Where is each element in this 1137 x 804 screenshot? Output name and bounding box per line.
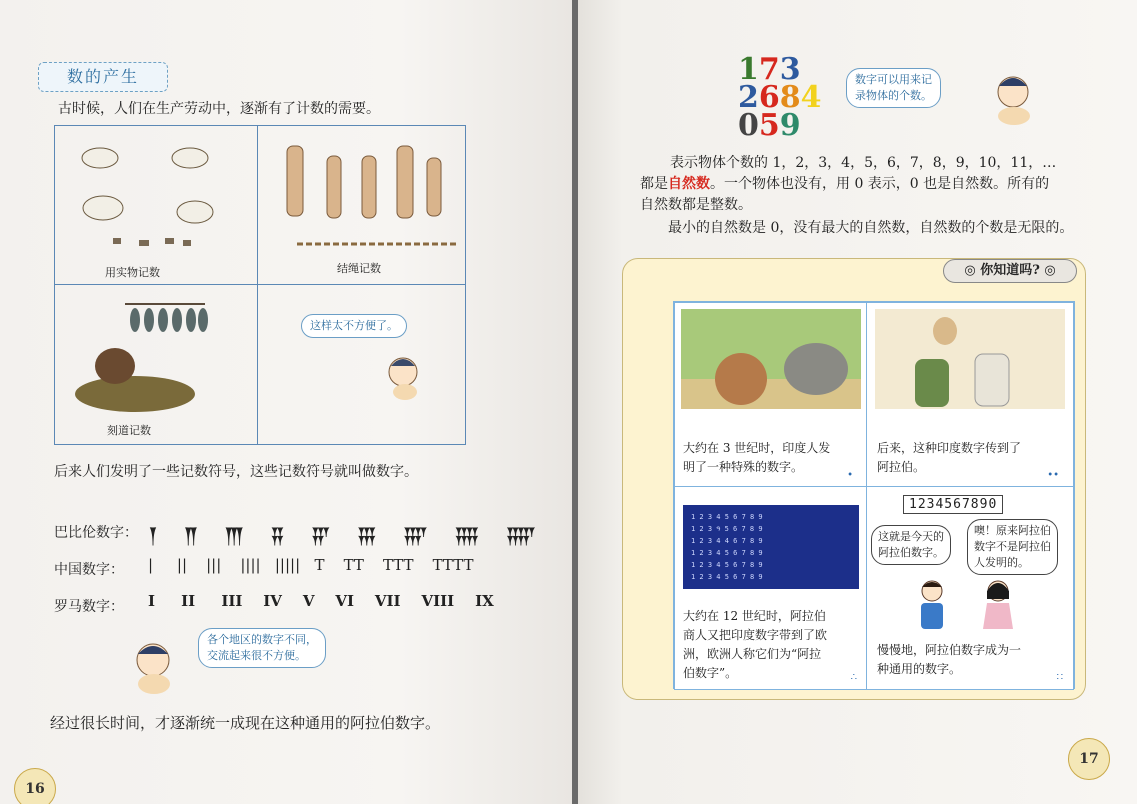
people-knots-illustration [257, 126, 463, 256]
cell-knots [257, 126, 465, 285]
invented-text: 后来人们发明了一些记数符号，这些记数符号就叫做数字。 [54, 464, 418, 480]
smallest-natural-text: 最小的自然数是 0，没有最大的自然数，自然数的个数是无限的。 [668, 220, 1074, 236]
cell-india [674, 302, 868, 488]
girl-student-icon [973, 577, 1023, 633]
page-number-right: 17 [1068, 738, 1110, 780]
right-page [578, 0, 1137, 804]
boy-student-icon [907, 577, 957, 633]
arabia-caption: 后来，这种印度数字传到了 阿拉伯。 [877, 441, 1022, 474]
angel-child-icon [118, 632, 188, 698]
conclusion-text: 经过很长时间，才逐渐统一成现在这种通用的阿拉伯数字。 [50, 714, 441, 732]
roman-symbols: I II III IV V VI VII VIII IX [148, 592, 494, 610]
natural-numbers-line2: 都是自然数。一个物体也没有，用 0 表示，0 也是自然数。所有的 [640, 176, 1050, 192]
svg-text:1 2 3 4 5 6 7 8 9: 1 2 3 4 5 6 7 8 9 [691, 561, 763, 569]
illustration-grid [54, 125, 466, 445]
cell-europe [674, 486, 868, 690]
bubble-count: 数字可以用来记 录物体的个数。 [846, 68, 941, 108]
dots-icon: •• [1047, 470, 1059, 481]
babylonian-label: 巴比伦数字： [54, 525, 138, 541]
angel-child-icon [978, 62, 1048, 128]
bubble-inconvenient: 这样太不方便了。 [301, 314, 407, 338]
svg-text:1 2 3 4 4 6 7 8 9: 1 2 3 4 4 6 7 8 9 [691, 537, 763, 545]
babylonian-symbols: 𒐕 𒐖 𒐗 𒐘 𒐙 𒐚 𒐛 𒐜 𒐝 [148, 527, 539, 548]
natural-numbers-line3: 自然数都是整数。 [640, 197, 752, 213]
svg-text:1 2 3 4 5 6 7 8 9: 1 2 3 4 5 6 7 8 9 [691, 549, 763, 557]
dots-icon: ∴ [850, 672, 857, 683]
caption-real-objects: 用实物记数 [105, 266, 160, 279]
intro-text: 古时候，人们在生产劳动中，逐渐有了计数的需要。 [58, 101, 380, 117]
chinese-symbols: | || ||| |||| ||||| T TT TTT TTTT [148, 556, 474, 574]
caption-knots: 结绳记数 [337, 262, 381, 275]
dots-icon: ∷ [1056, 672, 1063, 683]
universal-caption: 慢慢地，阿拉伯数字成为一 种通用的数字。 [877, 643, 1022, 676]
bubble-today: 这就是今天的 阿拉伯数字。 [871, 525, 951, 565]
bubble-regions: 各个地区的数字不同， 交流起来很不方便。 [198, 628, 326, 668]
roman-label: 罗马数字： [54, 599, 124, 615]
cell-carving [55, 284, 258, 444]
did-you-know-panel [622, 258, 1086, 700]
natural-numbers-line1: 表示物体个数的 1，2，3，4，5，6，7，8，9，10，11，… [670, 155, 1057, 171]
svg-text:1 2 3 4 5 6 7 8 9: 1 2 3 4 5 6 7 8 9 [691, 513, 763, 521]
cell-real-objects [55, 126, 258, 285]
caption-carving: 刻道记数 [107, 424, 151, 437]
india-caption: 大约在 3 世纪时，印度人发 明了一种特殊的数字。 [683, 441, 831, 474]
numeral-table-illustration [683, 505, 859, 589]
history-grid [673, 301, 1075, 689]
angel-child-icon [375, 346, 435, 406]
svg-text:1 2 3 4 5 6 7 8 9: 1 2 3 4 5 6 7 8 9 [691, 573, 763, 581]
sage-elephant-illustration [681, 309, 861, 409]
digits-board: 1234567890 [903, 495, 1003, 514]
europe-caption: 大约在 12 世纪时，阿拉伯 商人又把印度数字带到了欧 洲，欧洲人称它们为“阿拉 伯数字”。 [683, 609, 828, 680]
page-number-left: 16 [14, 768, 56, 804]
colorful-digits-art: 173 2684 059 [738, 52, 822, 143]
carving-illustration [55, 284, 255, 414]
chinese-label: 中国数字： [54, 562, 124, 578]
arab-merchants-illustration [875, 309, 1065, 409]
section-title: 数的产生 [38, 62, 168, 92]
cell-universal [866, 486, 1074, 690]
bubble-oh: 噢！原来阿拉伯 数字不是阿拉伯 人发明的。 [967, 519, 1058, 575]
did-you-know-title: ◎ 你知道吗? ◎ [943, 259, 1077, 283]
cell-arabia [866, 302, 1074, 488]
dots-icon: • [847, 470, 853, 481]
svg-text:1 2 3 ዓ 5 6 7 8 9: 1 2 3 ዓ 5 6 7 8 9 [691, 525, 763, 533]
goats-illustration [55, 126, 255, 256]
highlight-natural-numbers: 自然数 [668, 176, 710, 192]
